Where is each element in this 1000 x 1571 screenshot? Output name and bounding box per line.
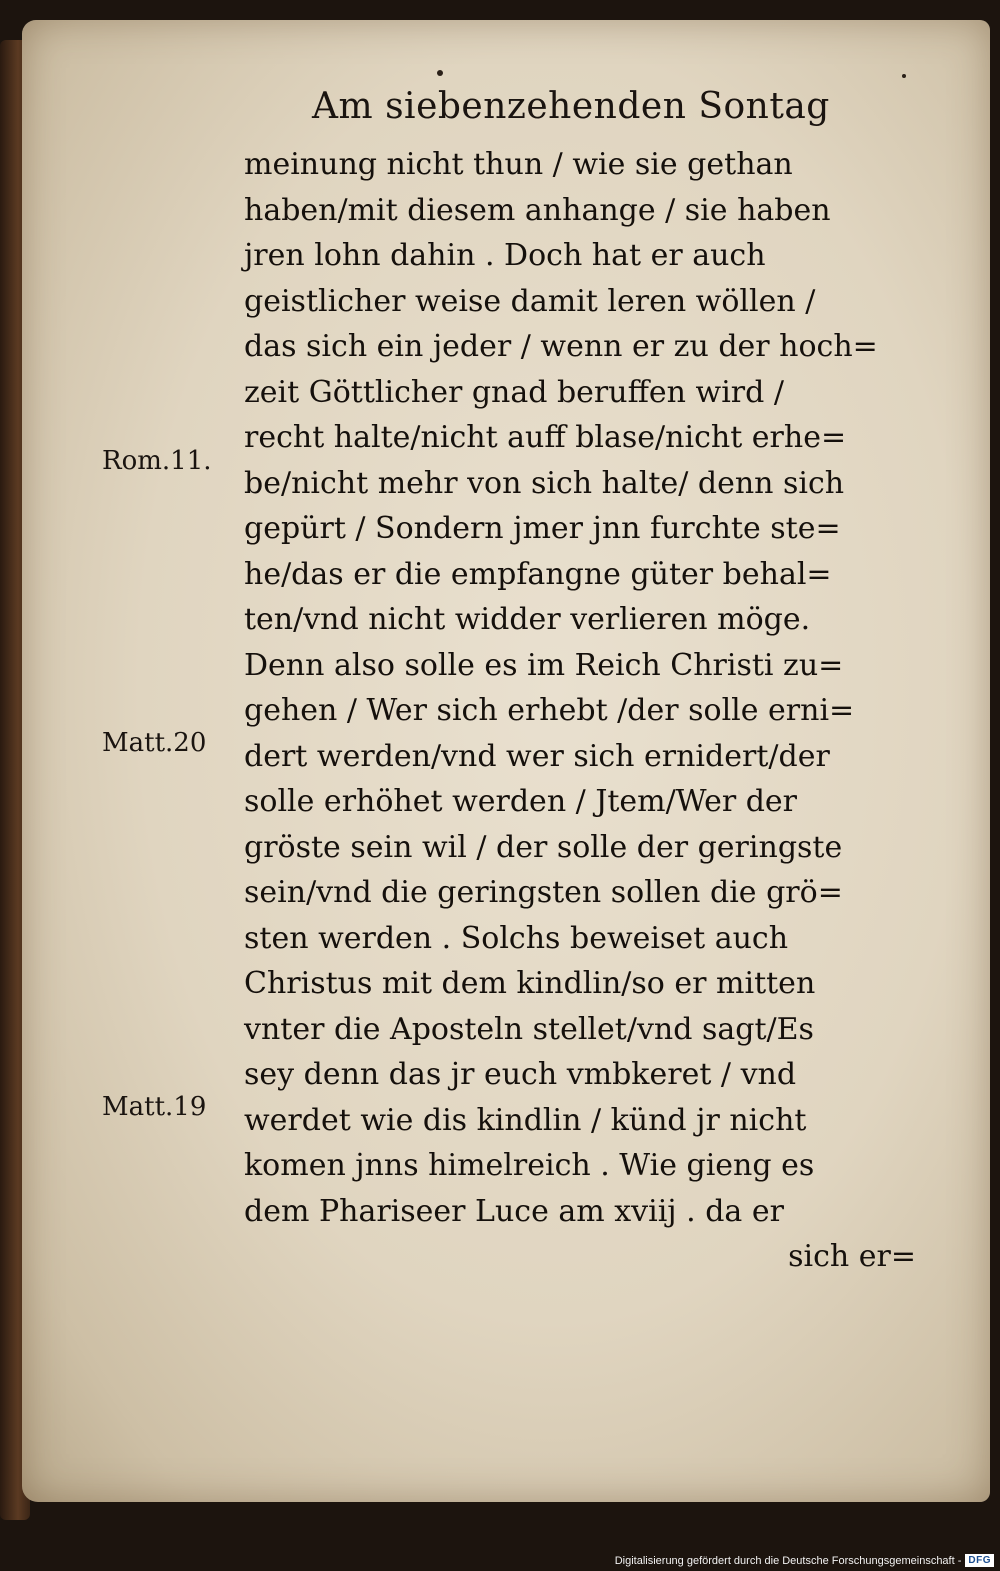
text-line: gehen / Wer sich erhebt /der solle erni= xyxy=(244,693,855,728)
margin-note-rom: Rom.11. xyxy=(102,446,212,476)
text-line: geistlicher weise damit leren wöllen / xyxy=(244,283,816,319)
text-line: haben/mit diesem anhange / sie haben xyxy=(244,192,831,228)
text-line: he/das er die empfangne güter behal= xyxy=(244,556,832,592)
text-line: das sich ein jeder / wenn er zu der hoch= xyxy=(244,329,878,364)
text-line: dert werden/vnd wer sich ernidert/der xyxy=(244,738,830,774)
text-line: sten werden . Solchs beweiset auch xyxy=(244,920,789,956)
text-line: Christus mit dem kindlin/so er mitten xyxy=(244,966,816,1001)
ink-speck xyxy=(902,74,906,78)
text-line: werdet wie dis kindlin / künd jr nicht xyxy=(244,1102,807,1138)
text-line: zeit Göttlicher gnad beruffen wird / xyxy=(244,374,784,410)
text-line: sein/vnd die geringsten sollen die grö= xyxy=(244,875,843,910)
text-line: ten/vnd nicht widder verlieren möge. xyxy=(244,602,811,637)
margin-note-matt-19: Matt.19 xyxy=(102,1092,207,1122)
text-line: Denn also solle es im Reich Christi zu= xyxy=(244,647,844,683)
text-line: vnter die Aposteln stellet/vnd sagt/Es xyxy=(244,1011,814,1047)
text-line: be/nicht mehr von sich halte/ denn sich xyxy=(244,465,845,501)
text-line: recht halte/nicht auff blase/nicht erhe= xyxy=(244,420,847,455)
dfg-logo: DFG xyxy=(965,1554,994,1567)
text-line: dem Phariseer Luce am xviij . da er xyxy=(244,1193,784,1229)
body-text xyxy=(244,142,916,1280)
ink-speck xyxy=(437,70,443,76)
digitization-credit xyxy=(615,1554,994,1567)
margin-note-matt-20: Matt.20 xyxy=(102,728,207,758)
text-line: solle erhöhet werden / Jtem/Wer der xyxy=(244,784,798,819)
running-head: Am siebenzehenden Sontag xyxy=(312,86,830,127)
text-line: sey denn das jr euch vmbkeret / vnd xyxy=(244,1057,797,1092)
text-line: gepürt / Sondern jmer jnn furchte ste= xyxy=(244,511,841,546)
text-line: jren lohn dahin . Doch hat er auch xyxy=(244,238,766,273)
text-line: meinung nicht thun / wie sie gethan xyxy=(244,147,793,182)
credit-text: Digitalisierung gefördert durch die Deutsche Forschungsgemeinschaft - xyxy=(614,1554,962,1567)
text-line: gröste sein wil / der solle der geringste xyxy=(244,829,843,865)
text-line: komen jnns himelreich . Wie gieng es xyxy=(244,1148,815,1183)
catchword: sich er= xyxy=(788,1239,916,1274)
